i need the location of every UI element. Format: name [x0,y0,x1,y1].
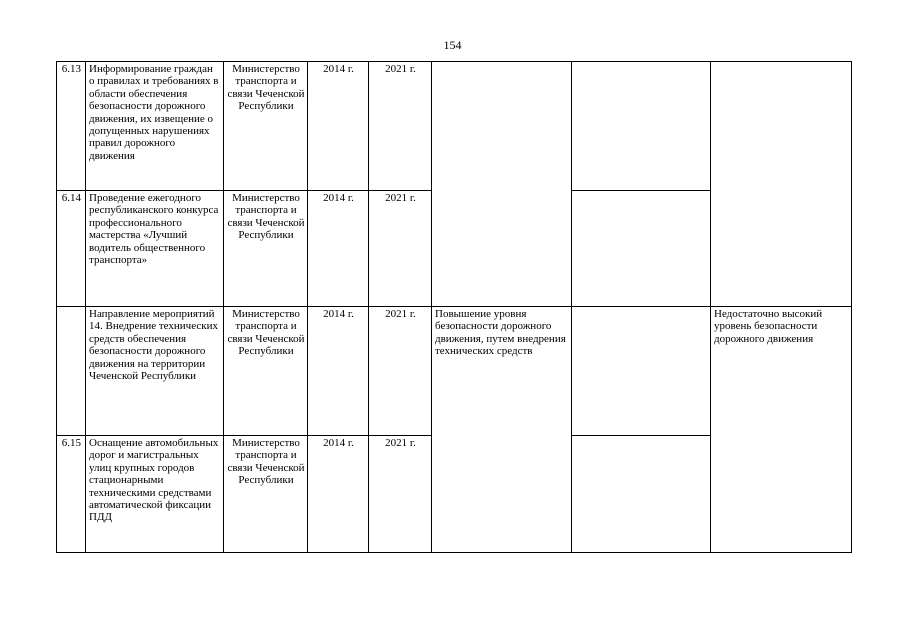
problem-empty [711,62,852,307]
row-number: 6.15 [57,436,86,553]
row-number: 6.14 [57,191,86,307]
problem-description: Недостаточно высокий уровень безопасности дорожного движения [711,307,852,553]
end-year: 2021 г. [369,62,432,191]
executor: Министерство транспорта и связи Чеченской Республики [224,62,308,191]
end-year: 2021 г. [369,191,432,307]
empty-cell [572,307,711,436]
page-number: 154 [443,38,462,52]
start-year: 2014 г. [308,307,369,436]
start-year: 2014 г. [308,436,369,553]
row-number: 6.13 [57,62,86,191]
expected-result-empty [432,62,572,307]
start-year: 2014 г. [308,191,369,307]
measure-name: Информирование граждан о правилах и требованиях в области обеспечения безопасности дорожного движения, их извещение о допущенных нарушениях правил дорожного движения [86,62,224,191]
start-year: 2014 г. [308,62,369,191]
executor: Министерство транспорта и связи Чеченской Республики [224,436,308,553]
row-number [57,307,86,436]
measure-name: Оснащение автомобильных дорог и магистральных улиц крупных городов стационарными техническими средствами автоматической фиксации ПДД [86,436,224,553]
table-row [57,307,852,436]
expected-result: Повышение уровня безопасности дорожного движения, путем внедрения технических средств [432,307,572,553]
executor: Министерство транспорта и связи Чеченской Республики [224,307,308,436]
measure-name: Направление мероприятий 14. Внедрение технических средств обеспечения безопасности дорожного движения на территории Чеченской Республики [86,307,224,436]
empty-cell [572,436,711,553]
executor: Министерство транспорта и связи Чеченской Республики [224,191,308,307]
end-year: 2021 г. [369,307,432,436]
empty-cell [572,62,711,191]
measures-table [56,61,852,553]
measure-name: Проведение ежегодного республиканского конкурса профессионального мастерства «Лучший водитель общественного транспорта» [86,191,224,307]
empty-cell [572,191,711,307]
end-year: 2021 г. [369,436,432,553]
table-row [57,62,852,191]
